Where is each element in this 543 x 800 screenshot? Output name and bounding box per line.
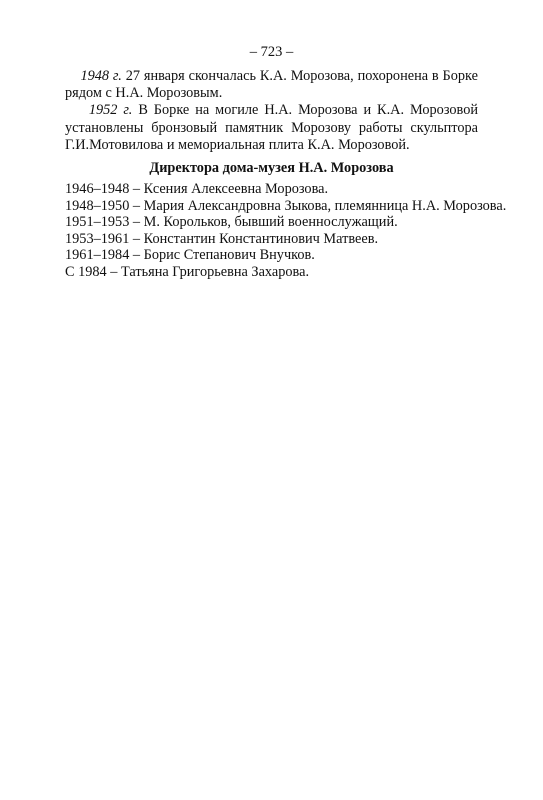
paragraph-text: В Борке на могиле Н.А. Морозова и К.А. Морозовой установлены бронзовый памятник Морозову работы скульптора Г.И.Мотовилова и мемориальная плита К.А. Морозовой. <box>65 102 478 153</box>
list-item: С 1984 – Татьяна Григорьевна Захарова. <box>65 263 310 280</box>
list-item: 1948–1950 – Мария Александровна Зыкова, племянница Н.А. Морозова. <box>65 197 507 214</box>
paragraph-1948 <box>65 68 478 102</box>
list-item: 1961–1984 – Борис Степанович Внучков. <box>65 247 315 264</box>
list-item: 1953–1961 – Константин Константинович Матвеев. <box>65 230 379 247</box>
year-label: 1948 г. <box>80 68 122 84</box>
paragraph-1952 <box>65 102 478 154</box>
year-label: 1952 г. <box>88 102 133 119</box>
paragraph-text: 27 января скончалась К.А. Морозова, похоронена в Борке рядом с Н.А. Морозовым. <box>65 68 478 102</box>
directors-heading: Директора дома-музея Н.А. Морозова <box>149 160 394 176</box>
chronology-text <box>65 68 478 154</box>
list-item: 1946–1948 – Ксения Алексеевна Морозова. <box>65 181 329 197</box>
page-number: – 723 – <box>249 44 294 60</box>
list-item: 1951–1953 – М. Корольков, бывший военнослужащий. <box>65 214 398 231</box>
directors-list <box>65 181 507 281</box>
